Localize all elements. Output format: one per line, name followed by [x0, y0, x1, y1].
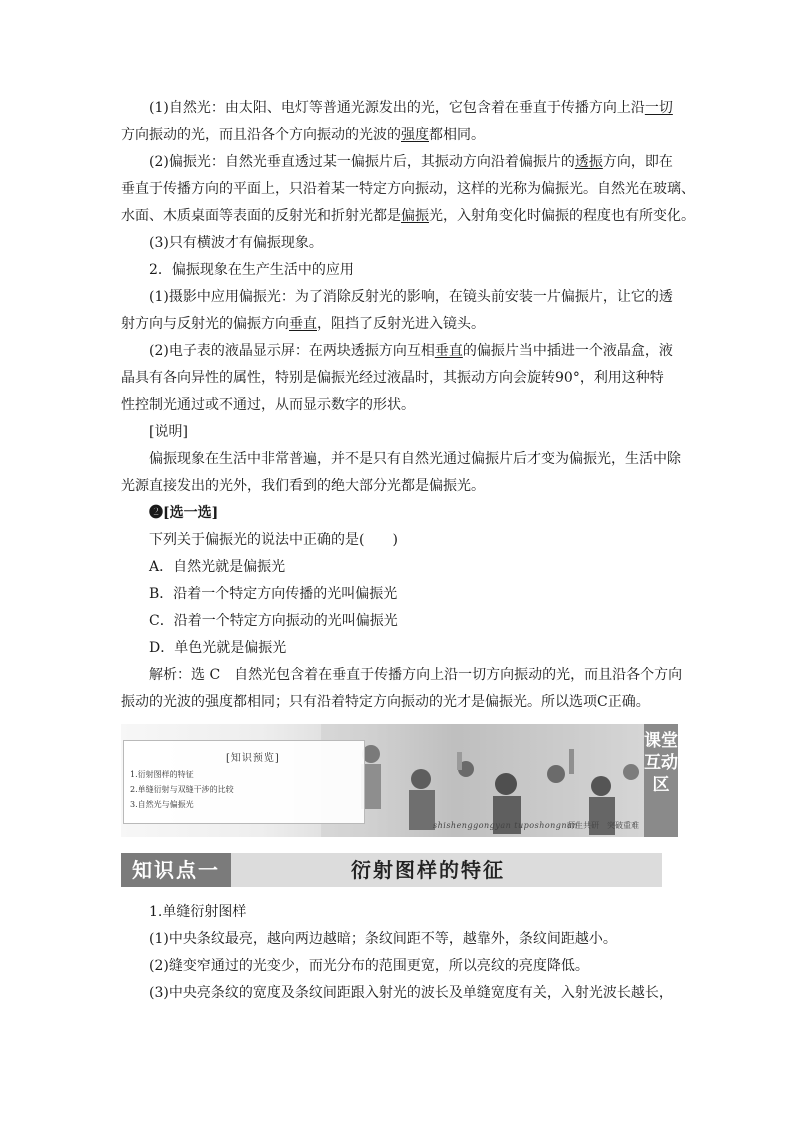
paragraph-polarized-line3	[121, 207, 695, 225]
underlined-term: 强度	[401, 127, 429, 143]
preview-item: 2.单缝衍射与双缝干涉的比较	[130, 785, 234, 794]
underlined-term: 偏振	[401, 208, 429, 224]
text: (1)自然光：由太阳、电灯等普通光源发出的光，它包含着在垂直于传播方向上沿	[149, 100, 645, 116]
paragraph-photography-line1: (1)摄影中应用偏振光：为了消除反射光的影响，在镜头前安装一片偏振片，让它的透	[149, 289, 673, 305]
answer-line1: 解析：选 C 自然光包含着在垂直于传播方向上沿一切方向振动的光，而且沿各个方向	[149, 667, 683, 683]
answer-line2: 振动的光波的强度都相同；只有沿着特定方向振动的光才是偏振光。所以选项C正确。	[121, 694, 650, 710]
paragraph-lcd-line2: 晶具有各向异性的属性，特别是偏振光经过液晶时，其振动方向会旋转90°，利用这种特	[121, 370, 664, 386]
text: 水面、木质桌面等表面的反射光和折射光都是	[121, 208, 401, 224]
note-line1: 偏振现象在生活中非常普遍，并不是只有自然光通过偏振片后才变为偏振光，生活中除	[149, 451, 681, 467]
underlined-term: 垂直	[289, 316, 317, 332]
option-a: A．自然光就是偏振光	[149, 559, 286, 575]
knowledge-point-header	[121, 853, 662, 887]
text: 射方向与反射光的偏振方向	[121, 316, 289, 332]
note-line2: 光源直接发出的光外，我们看到的绝大部分光都是偏振光。	[121, 478, 485, 494]
option-b: B．沿着一个特定方向传播的光叫偏振光	[149, 586, 398, 602]
preview-item: 1.衍射图样的特征	[130, 770, 194, 779]
banner-motto: 师生共研 突破重难	[567, 821, 639, 830]
classroom-banner	[121, 724, 678, 837]
paragraph-polarized-line2: 垂直于传播方向的平面上，只沿着某一特定方向振动，这样的光称为偏振光。自然光在玻璃、	[121, 181, 695, 197]
banner-pinyin: shishenggongyan tuposhongnan	[433, 821, 579, 830]
note-title: [说明]	[149, 424, 188, 440]
section-item-3: (3)中央亮条纹的宽度及条纹间距跟入射光的波长及单缝宽度有关，入射光波长越长，	[149, 985, 673, 1001]
underlined-term: 垂直	[434, 343, 463, 359]
paragraph-polarized-line1	[149, 153, 673, 171]
knowledge-point-label: 知识点一	[121, 853, 231, 887]
paragraph-photography-line2	[121, 315, 485, 333]
select-title: ❷[选一选]	[149, 505, 219, 521]
section-item-2: (2)缝变窄通过的光变少，而光分布的范围更宽，所以亮纹的亮度降低。	[149, 958, 589, 974]
preview-box	[123, 740, 365, 824]
paragraph-transverse: (3)只有横波才有偏振现象。	[149, 235, 323, 251]
option-c: C．沿着一个特定方向振动的光叫偏振光	[149, 613, 398, 629]
paragraph-natural-light-line2	[121, 126, 485, 144]
option-d: D．单色光就是偏振光	[149, 640, 287, 656]
text: ，阻挡了反射光进入镜头。	[317, 316, 485, 332]
text: 的偏振片当中插进一个液晶盒，液	[462, 343, 673, 359]
knowledge-point-title: 衍射图样的特征	[351, 858, 505, 882]
section-item-1: (1)中央条纹最亮，越向两边越暗；条纹间距不等，越靠外，条纹间距越小。	[149, 931, 617, 947]
text: 方向，即在	[602, 154, 673, 170]
paragraph-lcd-line1	[149, 342, 673, 360]
paragraph-lcd-line3: 性控制光通过或不通过，从而显示数字的形状。	[121, 397, 415, 413]
paragraph-natural-light-line1	[149, 99, 673, 117]
question-text: 下列关于偏振光的说法中正确的是( )	[149, 532, 398, 548]
preview-item: 3.自然光与偏振光	[130, 800, 194, 809]
text: 光，入射角变化时偏振的程度也有所变化。	[429, 208, 695, 224]
text: (2)电子表的液晶显示屏：在两块透振方向互相	[149, 343, 435, 359]
underlined-term: 透振	[574, 154, 603, 170]
banner-side-title: 课堂互动区	[644, 724, 678, 837]
underlined-term: 一切	[644, 100, 673, 116]
text: 都相同。	[429, 127, 485, 143]
heading-applications: 2．偏振现象在生产生活中的应用	[149, 262, 354, 278]
text: (2)偏振光：自然光垂直透过某一偏振片后，其振动方向沿着偏振片的	[149, 154, 575, 170]
preview-title: [知识预览]	[226, 753, 280, 764]
text: 方向振动的光，而且沿各个方向振动的光波的	[121, 127, 401, 143]
section-heading: 1.单缝衍射图样	[149, 904, 247, 920]
